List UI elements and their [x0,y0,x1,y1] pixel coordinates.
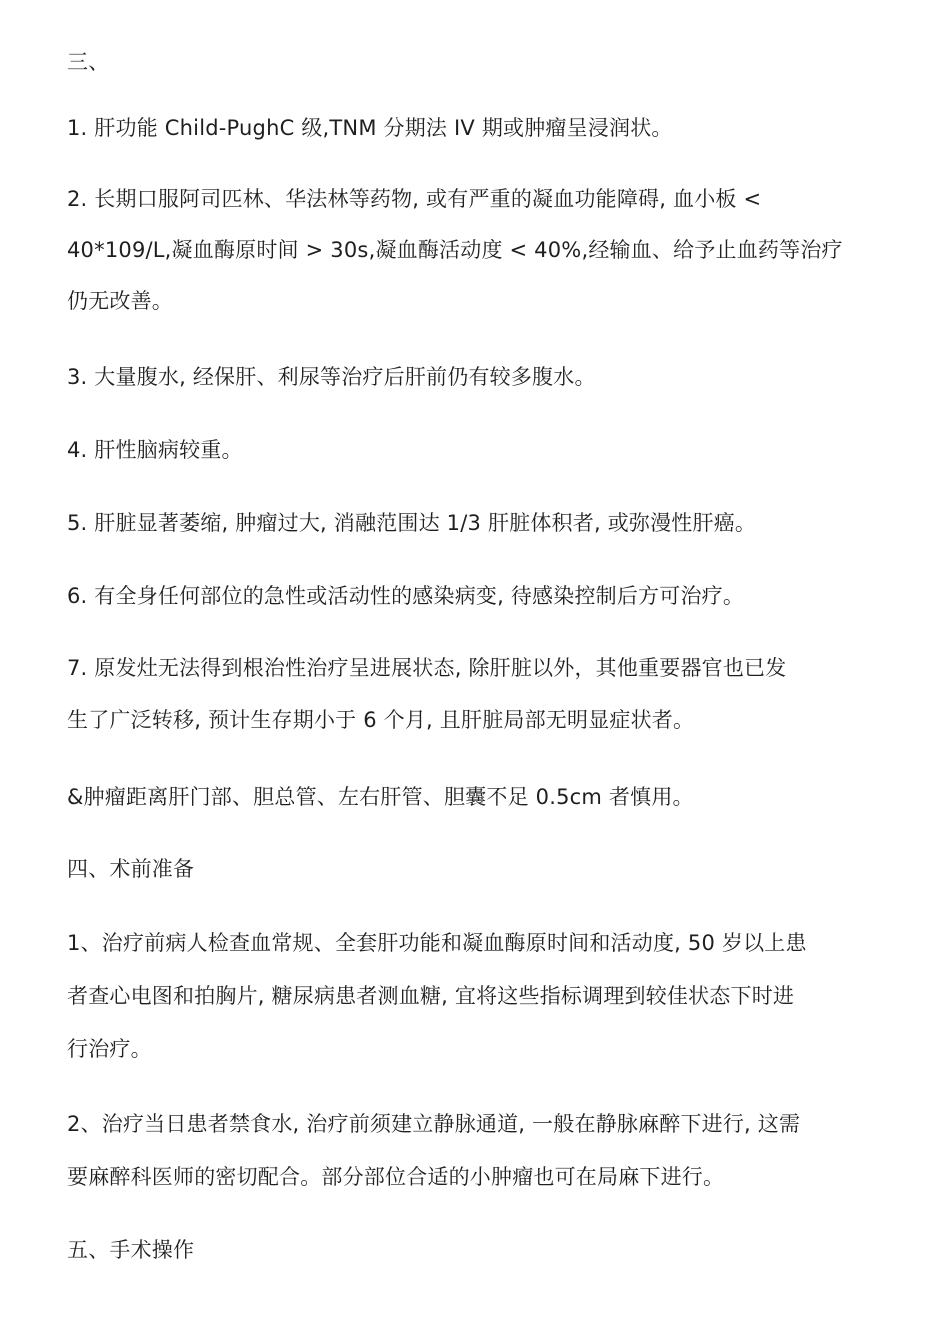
contraindication-item-3: 3. 大量腹水, 经保肝、利尿等治疗后肝前仍有较多腹水。 [67,365,596,389]
contraindication-item-2-line-1: 2. 长期口服阿司匹林、华法林等药物, 或有严重的凝血功能障碍, 血小板 < [67,187,762,211]
section-3-heading: 三、 [67,50,110,74]
preparation-item-1-line-3: 行治疗。 [67,1037,152,1061]
caution-note: &肿瘤距离肝门部、胆总管、左右肝管、胆囊不足 0.5cm 者慎用。 [67,785,694,809]
contraindication-item-6: 6. 有全身任何部位的急性或活动性的感染病变, 待感染控制后方可治疗。 [67,584,745,608]
contraindication-item-2-line-3: 仍无改善。 [67,289,173,313]
contraindication-item-1: 1. 肝功能 Child-PughC 级,TNM 分期法 IV 期或肿瘤呈浸润状。 [67,116,673,140]
preparation-item-1-line-1: 1、治疗前病人检查血常规、全套肝功能和凝血酶原时间和活动度, 50 岁以上患 [67,931,807,955]
contraindication-item-4: 4. 肝性脑病较重。 [67,438,243,462]
contraindication-item-7-line-1: 7. 原发灶无法得到根治性治疗呈进展状态, 除肝脏以外，其他重要器官也已发 [67,656,787,680]
section-4-heading: 四、术前准备 [67,857,195,881]
section-5-heading: 五、手术操作 [67,1238,195,1262]
contraindication-item-2-line-2: 40*109/L,凝血酶原时间 > 30s,凝血酶活动度 < 40%,经输血、给予止血药等治疗 [67,238,843,262]
preparation-item-2-line-1: 2、治疗当日患者禁食水, 治疗前须建立静脉通道, 一般在静脉麻醉下进行, 这需 [67,1112,801,1136]
preparation-item-1-line-2: 者查心电图和拍胸片, 糖尿病患者测血糖, 宜将这些指标调理到较佳状态下时进 [67,984,795,1008]
preparation-item-2-line-2: 要麻醉科医师的密切配合。部分部位合适的小肿瘤也可在局麻下进行。 [67,1165,725,1189]
contraindication-item-7-line-2: 生了广泛转移, 预计生存期小于 6 个月, 且肝脏局部无明显症状者。 [67,708,695,732]
contraindication-item-5: 5. 肝脏显著萎缩, 肿瘤过大, 消融范围达 1/3 肝脏体积者, 或弥漫性肝癌。 [67,511,757,535]
